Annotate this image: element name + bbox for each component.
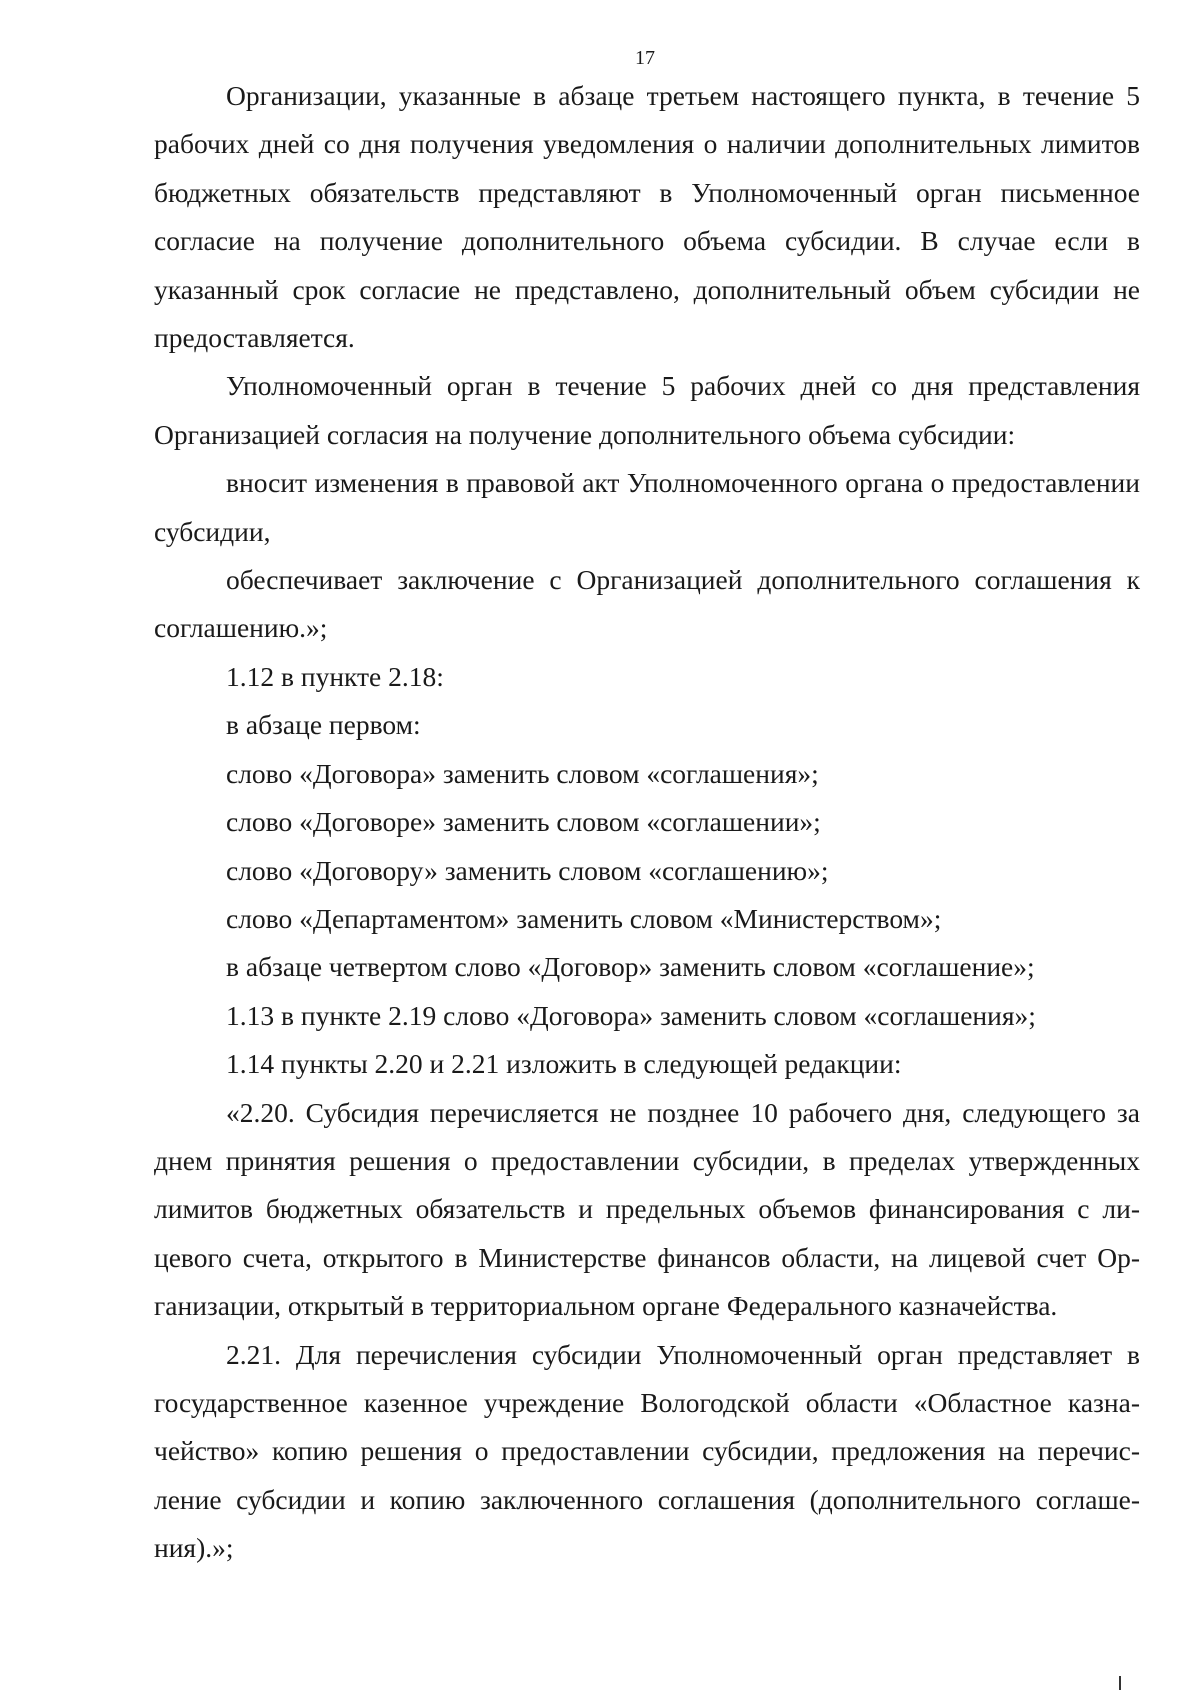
item-1-14: 1.14 пункты 2.20 и 2.21 изложить в следующей редакции: bbox=[226, 1048, 902, 1080]
paragraph-authorized-body: Уполномоченный орган в течение 5 рабочих дней со дня представления Организацией согласия на получение дополнительного объема субсидии: bbox=[154, 370, 1140, 450]
item-replace-dogovore: слово «Договоре» заменить словом «соглашении»; bbox=[226, 806, 821, 838]
paragraph-2-20: «2.20. Субсидия перечисляется не позднее 10 рабочего дня, следующего за днем принятия решения о предоставлении субсидии, в пределах утвержденных лимитов бюджетных обязательств и предельных объемов финансирования с лицевого счета, открытого в Министерстве финансов области, на лицевой счет Организации, открытый в территориальном органе Федерального казначейства. bbox=[154, 1096, 1140, 1322]
paragraph-legal-act-changes: вносит изменения в правовой акт Уполномоченного органа о предоставлении субсидии, bbox=[154, 467, 1140, 547]
item-first-paragraph: в абзаце первом: bbox=[226, 709, 421, 741]
item-replace-departamentom: слово «Департаментом» заменить словом «Министерством»; bbox=[226, 902, 942, 934]
paragraph-2-21: 2.21. Для перечисления субсидии Уполномоченный орган представляет в государственное казенное учреждение Вологодской области «Областное казначейство» копию решения о предоставлении субсидии, предложения на перечисление субсидии и копию заключенного соглашения (дополнительного соглашения).»; bbox=[154, 1338, 1140, 1564]
item-replace-dogovoru: слово «Договору» заменить словом «соглашению»; bbox=[226, 854, 829, 886]
scan-margin-mark bbox=[1119, 1676, 1121, 1690]
paragraph-additional-limits: Организации, указанные в абзаце третьем настоящего пункта, в течение 5 рабочих дней со дня получения уведомления о наличии дополнительных лимитов бюджетных обязательств представляют в Уполномоченный орган письменное согласие на получение дополнительного объема субсидии. В случае если в указанный срок согласие не представлено, дополнительный объем субсидии не предоставляется. bbox=[154, 80, 1140, 354]
paragraph-supplementary-agreement: обеспечивает заключение с Организацией дополнительного соглашения к соглашению.»; bbox=[154, 564, 1140, 644]
item-1-13: 1.13 в пункте 2.19 слово «Договора» заменить словом «соглашения»; bbox=[226, 999, 1036, 1031]
item-replace-dogovora: слово «Договора» заменить словом «соглашения»; bbox=[226, 757, 819, 789]
document-body bbox=[154, 72, 1140, 1573]
page-number: 17 bbox=[635, 47, 655, 69]
item-fourth-paragraph: в абзаце четвертом слово «Договор» заменить словом «соглашение»; bbox=[226, 951, 1035, 983]
item-1-12: 1.12 в пункте 2.18: bbox=[226, 660, 444, 692]
